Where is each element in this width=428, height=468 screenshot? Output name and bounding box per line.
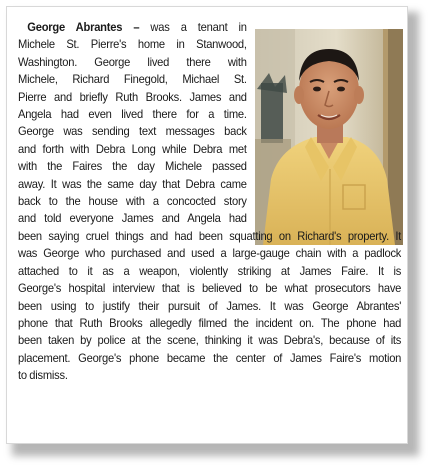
article-line: George Abrantes – was a tenant in bbox=[27, 20, 247, 34]
article-line: Angela had even lived there for a time. bbox=[18, 107, 247, 122]
article-line: with the Faires the day Michele passed bbox=[18, 159, 247, 174]
article-line: been using to justify their pursuit of James. It was George Abrantes' bbox=[18, 298, 402, 313]
article-line: placement. George's phone became the center of James Faire's motion bbox=[18, 350, 402, 365]
article-body bbox=[18, 19, 402, 385]
article-line: and told everyone James and Angela had bbox=[18, 211, 247, 226]
article-card bbox=[6, 6, 408, 444]
article-line: George's hospital interview that is believed to be what prosecutors have bbox=[18, 281, 402, 296]
article-line: Michele, Richard Finegold, Michael St. bbox=[18, 72, 247, 87]
article-line: Washington. George lived there with bbox=[18, 54, 247, 69]
article-line: back to the house with a concocted story bbox=[18, 194, 247, 209]
article-line: attached to it as a weapon, violently striking at James Faire. It is bbox=[18, 263, 402, 278]
article-line: Pierre and briefly Ruth Brooks. James and bbox=[18, 89, 247, 104]
article-line: George was sending text messages back bbox=[18, 124, 247, 139]
article-line: and forth with Debra Long while Debra met bbox=[18, 141, 247, 156]
article-line: to dismiss. bbox=[18, 368, 68, 383]
article-line: been taken by police at the scene, thinking it was Debra's, because of its bbox=[18, 333, 402, 348]
article-line: phone that Ruth Brooks allegedly filmed the incident on. The phone had bbox=[18, 315, 402, 330]
article-line: Michele St. Pierre's home in Stanwood, bbox=[18, 37, 247, 52]
article-line: was George who purchased and used a large-gauge chain with a padlock bbox=[18, 246, 402, 261]
article-line: been saying cruel things and had been squatting on Richard's property. It bbox=[18, 228, 402, 243]
article-line: away. It was the same day that Debra came bbox=[18, 176, 247, 191]
subject-name: George Abrantes – bbox=[27, 20, 140, 34]
